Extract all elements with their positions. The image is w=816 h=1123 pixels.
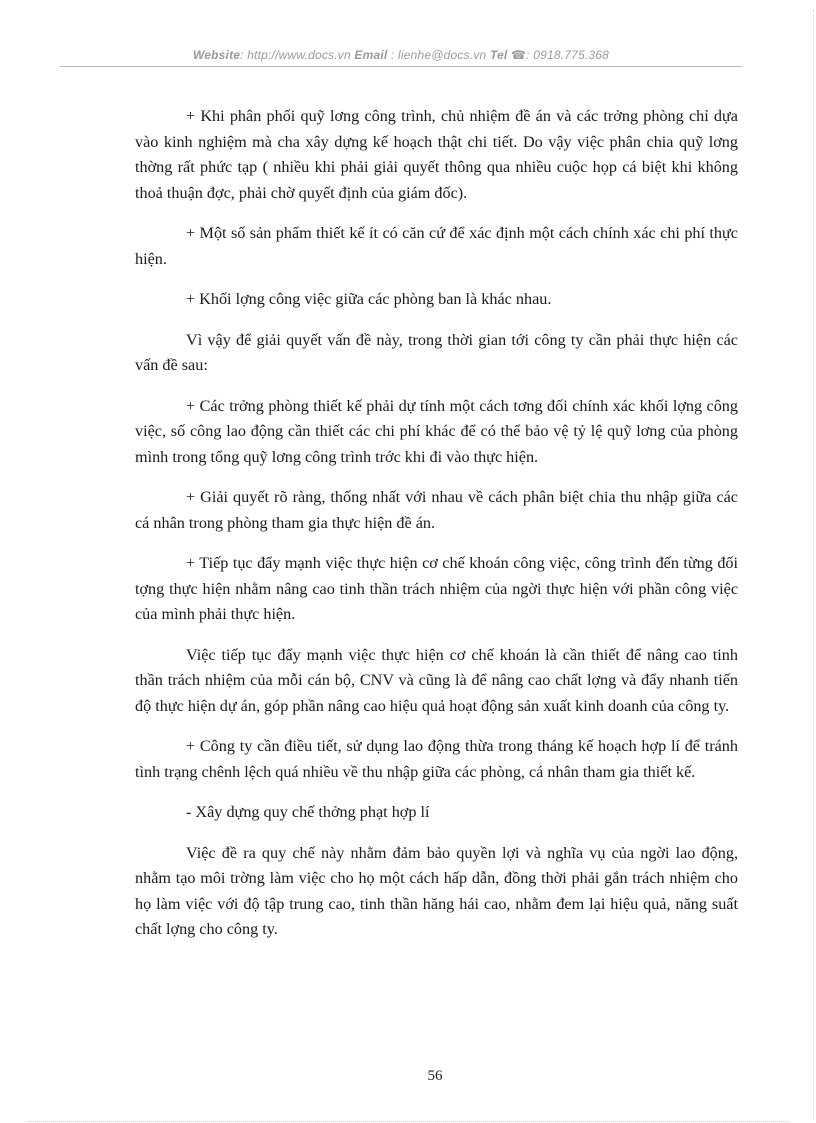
paragraph: + Các trởng phòng thiết kế phải dự tính một cách tơng đối chính xác khối lợng công việc, số công lao động cần thiết các chi phí khác để có thể bảo vệ tỷ lệ quỹ lơng của phòng mình trong tổng quỹ lơng công trình trớc khi đi vào thực hiện. (135, 396, 738, 466)
page-number: 56 (427, 1068, 443, 1084)
paragraph: Việc tiếp tục đẩy mạnh việc thực hiện cơ chế khoán là cần thiết để nâng cao tinh thần trách nhiệm của mỗi cán bộ, CNV và cũng là để nâng cao chất lợng và đẩy nhanh tiến độ thực hiện dự án, góp phần nâng cao hiệu quả hoạt động sản xuất kinh doanh của công ty. (135, 645, 738, 715)
paragraph: + Tiếp tục đẩy mạnh việc thực hiện cơ chế khoán công việc, công trình đến từng đối tợng thực hiện nhằm nâng cao tinh thần trách nhiệm của ngời thực hiện với phần công việc của mình phải thực hiện. (135, 554, 738, 623)
page-header (60, 48, 742, 62)
footer-divider (28, 1121, 788, 1122)
phone-icon: ☎ (511, 48, 527, 62)
header-divider (60, 66, 742, 67)
email-label: Email (354, 48, 388, 62)
website-label: Website (192, 48, 241, 62)
page-edge (813, 10, 814, 1120)
email-value: : lienhe@docs.vn (390, 48, 487, 62)
paragraph: + Khối lợng công việc giữa các phòng ban là khác nhau. (186, 290, 552, 308)
paragraph: + Giải quyết rõ ràng, thống nhất với nhau về cách phân biệt chia thu nhập giữa các cá nhân trong phòng tham gia thực hiện đề án. (135, 488, 738, 532)
tel-label: Tel (489, 48, 508, 62)
paragraph: Vì vậy để giải quyết vấn đề này, trong thời gian tới công ty cần phải thực hiện các vấn đề sau: (135, 330, 738, 374)
body-text (135, 104, 738, 958)
paragraph: Việc đề ra quy chế này nhằm đảm bảo quyền lợi và nghĩa vụ của ngời lao động, nhằm tạo môi trờng làm việc cho họ một cách hấp dẫn, đồng thời phải gắn trách nhiệm cho họ làm việc với độ tập trung cao, tinh thần hăng hái cao, nhằm đem lại hiệu quả, năng suất chất lợng cho công ty. (135, 843, 738, 938)
website-value: : http://www.docs.vn (240, 48, 351, 62)
paragraph: + Công ty cần điều tiết, sử dụng lao động thừa trong tháng kế hoạch hợp lí để tránh tình trạng chênh lệch quá nhiều về thu nhập giữa các phòng, cá nhân tham gia thiết kế. (135, 737, 738, 781)
paragraph: + Một số sản phẩm thiết kế ít có căn cứ để xác định một cách chính xác chi phí thực hiện. (135, 224, 738, 268)
tel-value: : 0918.775.368 (526, 48, 610, 62)
section-heading: - Xây dựng quy chế thởng phạt hợp lí (186, 803, 430, 821)
paragraph: + Khi phân phối quỹ lơng công trình, chủ nhiệm đề án và các trởng phòng chỉ dựa vào kinh nghiệm mà cha xây dựng kế hoạch thật chi tiết. Do vậy việc phân chia quỹ lơng thờng rất phức tạp ( nhiều khi phải giải quyết thông qua nhiều cuộc họp cá biệt khi không thoả thuận đợc, phải chờ quyết định của giám đốc). (135, 107, 738, 202)
